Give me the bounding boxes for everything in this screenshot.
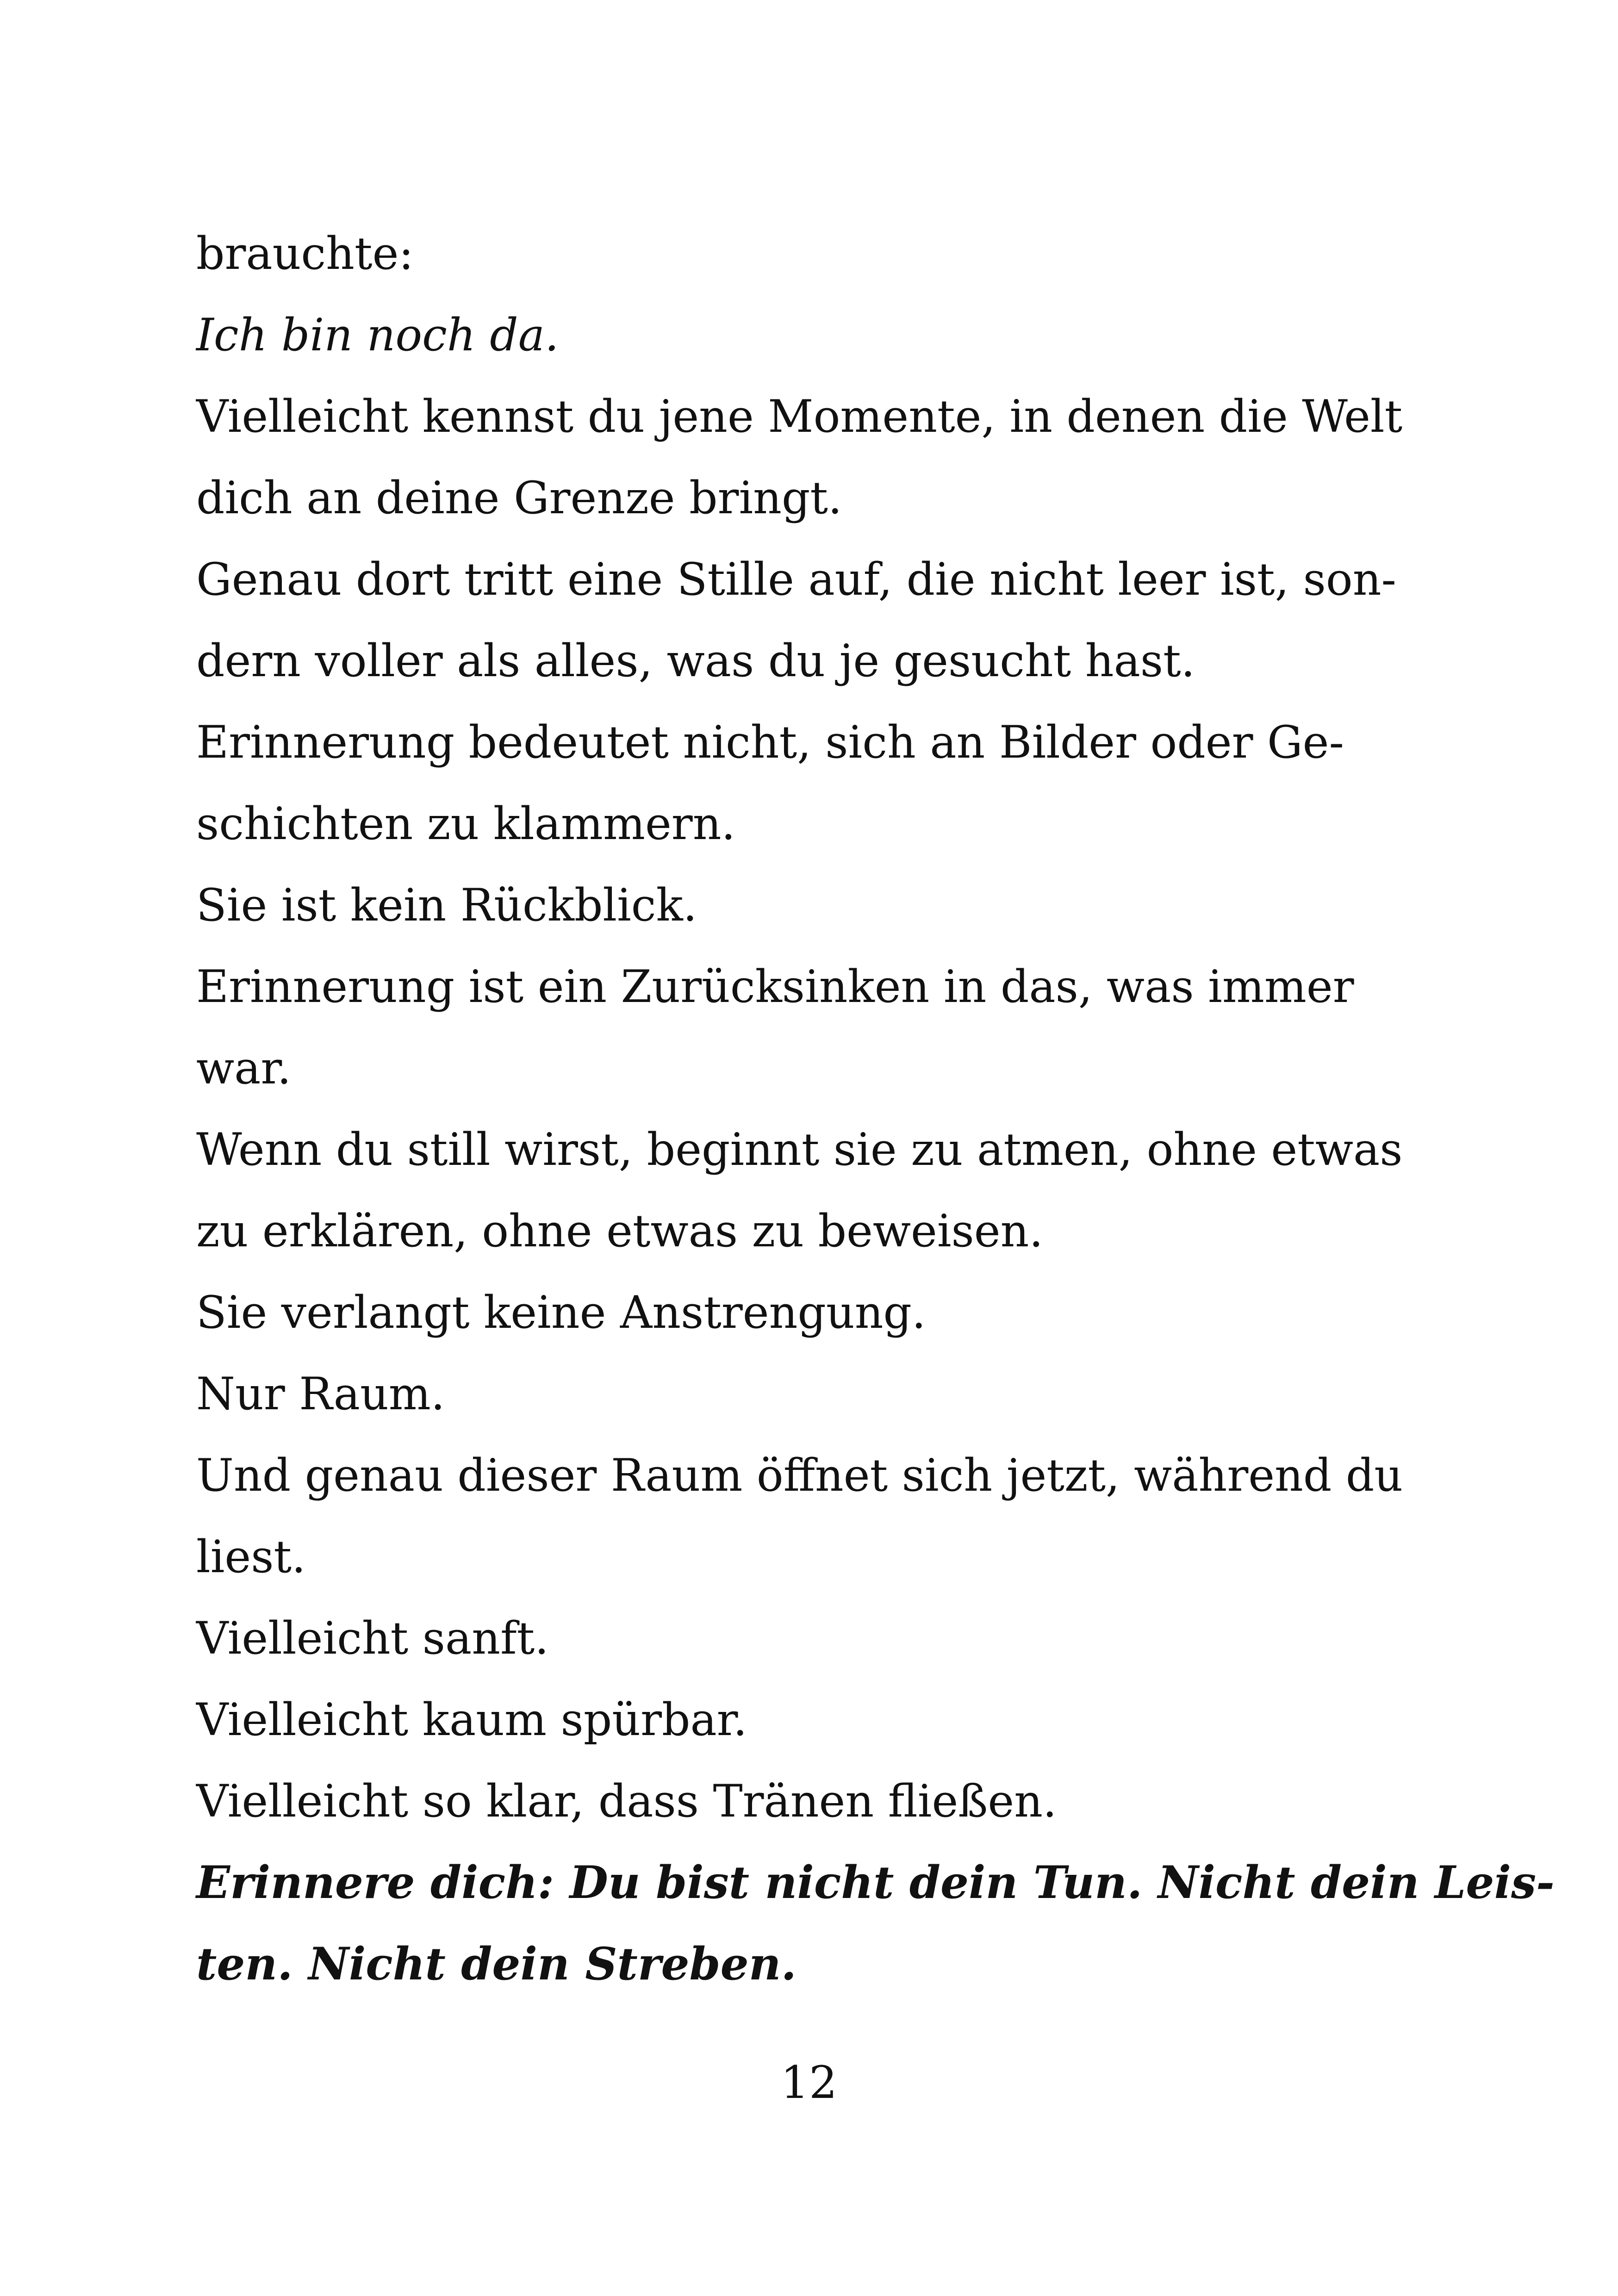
text-line: Sie verlangt keine Anstrengung. (196, 1287, 926, 1338)
text-line: brauchte: (196, 228, 414, 280)
text-line: Vielleicht kaum spürbar. (196, 1694, 747, 1746)
text-line: ten. Nicht dein Streben. (196, 1938, 797, 1990)
text-line: Und genau dieser Raum öffnet sich jetzt, während du (196, 1450, 1403, 1501)
text-line: dich an deine Grenze bringt. (196, 472, 842, 524)
text-line: dern voller als alles, was du je gesucht hast. (196, 635, 1195, 687)
text-line: Sie ist kein Rückblick. (196, 879, 697, 931)
page-number: 12 (780, 2057, 838, 2109)
text-line: Vielleicht so klar, dass Tränen fließen. (196, 1775, 1057, 1827)
text-line: liest. (196, 1531, 306, 1583)
text-line: zu erklären, ohne etwas zu beweisen. (196, 1205, 1043, 1257)
text-line: war. (196, 1042, 292, 1094)
text-line: Erinnere dich: Du bist nicht dein Tun. Nicht dein Leis- (196, 1856, 1555, 1909)
text-line: schichten zu klammern. (196, 798, 736, 850)
text-line: Vielleicht sanft. (196, 1612, 549, 1664)
text-line: Vielleicht kennst du jene Momente, in denen die Welt (196, 391, 1403, 442)
text-line: Ich bin noch da. (196, 309, 559, 361)
text-line: Nur Raum. (196, 1368, 445, 1420)
text-line: Genau dort tritt eine Stille auf, die nicht leer ist, son- (196, 554, 1396, 605)
text-line: Erinnerung bedeutet nicht, sich an Bilder oder Ge- (196, 716, 1344, 768)
text-line: Wenn du still wirst, beginnt sie zu atmen, ohne etwas (196, 1124, 1403, 1176)
text-line: Erinnerung ist ein Zurücksinken in das, was immer (196, 961, 1354, 1013)
page-body (196, 213, 1555, 2005)
